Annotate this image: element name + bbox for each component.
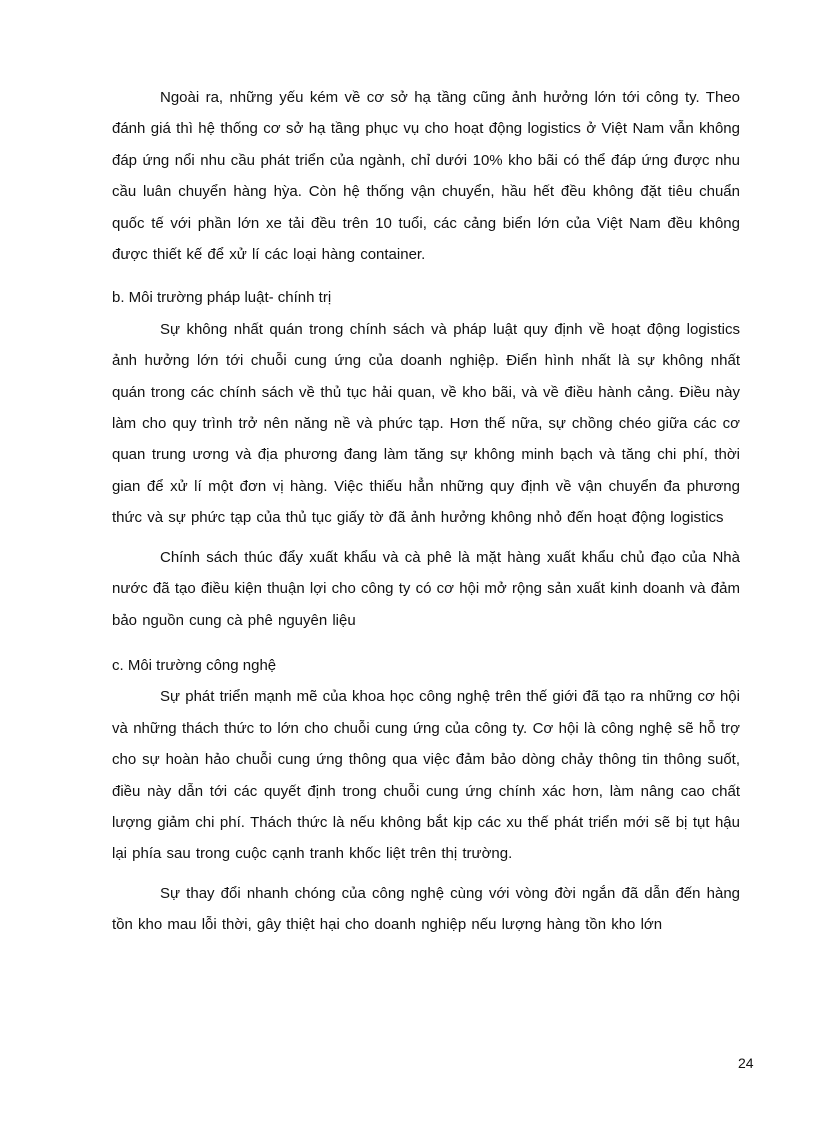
page-body bbox=[112, 82, 740, 941]
paragraph-technology-change: Sự thay đổi nhanh chóng của công nghệ cùng với vòng đời ngắn đã dẫn đến hàng tồn kho mau lỗi thời, gây thiệt hại cho doanh nghiệp nếu lượng hàng tồn kho lớn bbox=[112, 884, 740, 934]
paragraph-export-policy: Chính sách thúc đẩy xuất khẩu và cà phê là mặt hàng xuất khẩu chủ đạo của Nhà nước đã tạo điều kiện thuận lợi cho công ty có cơ hội mở rộng sản xuất kinh doanh và đảm bảo nguồn cung cà phê nguyên liệu bbox=[112, 548, 740, 629]
paragraph-infrastructure: Ngoài ra, những yếu kém về cơ sở hạ tầng cũng ảnh hưởng lớn tới công ty. Theo đánh giá thì hệ thống cơ sở hạ tầng phục vụ cho hoạt động logistics ở Việt Nam vẫn không đáp ứng nổi nhu cầu phát triển của ngành, chỉ dưới 10% kho bãi có thể đáp ứng được nhu cầu luân chuyển hàng hỳa. Còn hệ thống vận chuyển, hầu hết đều không đặt tiêu chuẩn quốc tế với phần lớn xe tải đều trên 10 tuổi, các cảng biển lớn của Việt Nam đều không được thiết kế để xử lí các loại hàng container. bbox=[112, 89, 740, 264]
paragraph-technology-development: Sự phát triển mạnh mẽ của khoa học công nghệ trên thế giới đã tạo ra những cơ hội và những thách thức to lớn cho chuỗi cung ứng của công ty. Cơ hội là công nghệ sẽ hỗ trợ cho sự hoàn hảo chuỗi cung ứng thông qua việc đảm bảo dòng chảy thông tin thông suốt, điều này dẫn tới các quyết định trong chuỗi cung ứng chính xác hơn, làm nâng cao chất lượng giảm chi phí. Thách thức là nếu không bắt kịp các xu thế phát triển mới sẽ bị tụt hậu lại phía sau trong cuộc cạnh tranh khốc liệt trên thị trường. bbox=[112, 688, 740, 863]
page-number: 24 bbox=[738, 1055, 754, 1071]
section-heading-technology: c. Môi trường công nghệ bbox=[112, 656, 277, 674]
section-heading-legal-political: b. Môi trường pháp luật- chính trị bbox=[112, 289, 332, 307]
paragraph-legal-inconsistency: Sự không nhất quán trong chính sách và pháp luật quy định về hoạt động logistics ảnh hưởng lớn tới chuỗi cung ứng của doanh nghiệp. Điển hình nhất là sự không nhất quán trong các chính sách về thủ tục hải quan, về kho bãi, và về điều hành cảng. Điều này làm cho quy trình trở nên năng nề và phức tạp. Hơn thế nữa, sự chồng chéo giữa các cơ quan trung ương và địa phương đang làm tăng sự không minh bạch và tăng chi phí, thời gian để xử lí một đơn vị hàng. Việc thiếu hẳn những quy định về vận chuyển đa phương thức và sự phức tạp của thủ tục giấy tờ đã ảnh hưởng không nhỏ đến hoạt động logistics bbox=[112, 320, 740, 527]
